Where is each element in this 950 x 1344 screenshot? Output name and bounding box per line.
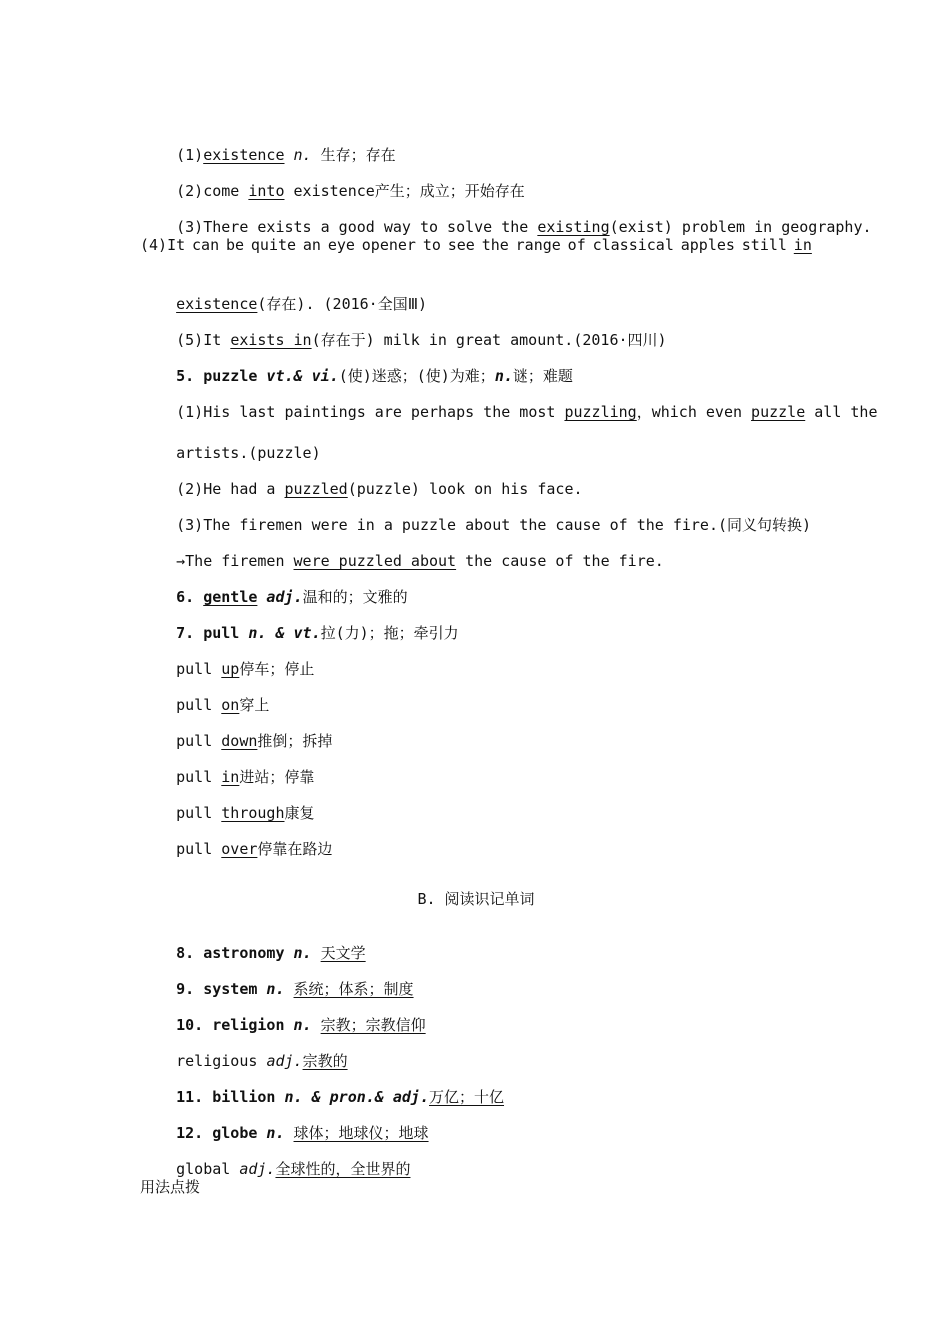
answer-blank: existence: [203, 146, 285, 164]
answer-blank: in: [221, 768, 240, 786]
text-line: global adj.全球性的，全世界的: [176, 1160, 411, 1178]
answer-blank: on: [221, 696, 240, 714]
answer-blank: puzzled: [284, 480, 348, 498]
entry-heading: 7. pull n. & vt.拉(力)；拖；牵引力: [176, 624, 459, 642]
answer-blank: existing: [537, 218, 610, 236]
entry-heading: 12. globe n. 球体；地球仪；地球: [176, 1124, 429, 1142]
headword: gentle: [203, 588, 258, 606]
word: classical: [592, 236, 674, 254]
text-line: (1)existence n. 生存；存在: [176, 146, 396, 164]
headword: puzzle: [203, 367, 258, 385]
answer-blank: puzzling: [564, 403, 637, 421]
entry-heading: 10. religion n. 宗教；宗教信仰: [176, 1016, 426, 1034]
phrase-line: pull up停车；停止: [176, 660, 315, 678]
text-line: (3)The firemen were in a puzzle about the cause of the fire.(同义句转换): [176, 516, 812, 534]
headword: religion: [212, 1016, 285, 1034]
text-line: existence(存在). (2016·全国Ⅲ): [176, 295, 428, 313]
answer-blank: were puzzled about: [293, 552, 457, 570]
word: an: [302, 236, 321, 254]
answer-blank: existence: [176, 295, 258, 313]
answer-blank: 宗教的: [302, 1052, 348, 1070]
word: eye: [327, 236, 355, 254]
answer-blank: 宗教；宗教信仰: [320, 1016, 426, 1034]
word: apples: [680, 236, 735, 254]
entry-heading: 6. gentle adj.温和的；文雅的: [176, 588, 408, 606]
text-line: (3)There exists a good way to solve the existing(exist) problem in geography.: [176, 218, 872, 236]
answer-blank: 全球性的，全世界的: [275, 1160, 411, 1178]
phrase-line: pull in进站；停靠: [176, 768, 315, 786]
headword: globe: [212, 1124, 258, 1142]
word: be: [225, 236, 245, 254]
word: see: [447, 236, 475, 254]
text-line: (2)come into existence产生；成立；开始存在: [176, 182, 525, 200]
entry-heading: 9. system n. 系统；体系；制度: [176, 980, 414, 998]
answer-blank: up: [221, 660, 240, 678]
text-line: →The firemen were puzzled about the cause of the fire.: [176, 552, 664, 570]
entry-heading: 5. puzzle vt.& vi.(使)迷惑；(使)为难；n.谜；难题: [176, 367, 573, 385]
word: to: [422, 236, 441, 254]
word: the: [481, 236, 509, 254]
answer-blank: 万亿；十亿: [429, 1088, 505, 1106]
answer-blank: down: [221, 732, 258, 750]
headword: billion: [212, 1088, 276, 1106]
word: (4)It: [140, 236, 186, 254]
answer-blank: puzzle: [751, 403, 806, 421]
word: still: [741, 236, 787, 254]
usage-note-heading: 用法点拨: [140, 1178, 201, 1196]
text-line: (1)His last paintings are perhaps the most puzzling，which even puzzle all the: [176, 403, 878, 421]
word: opener: [361, 236, 416, 254]
text-line: religious adj.宗教的: [176, 1052, 348, 1070]
answer-blank: through: [221, 804, 285, 822]
phrase-line: pull down推倒；拆掉: [176, 732, 333, 750]
text-line: (5)It exists in(存在于) milk in great amount.(2016·四川): [176, 331, 667, 349]
phrase-line: pull over停靠在路边: [176, 840, 333, 858]
entry-heading: 11. billion n. & pron.& adj.万亿；十亿: [176, 1088, 505, 1106]
word: of: [567, 236, 586, 254]
answer-blank: over: [221, 840, 258, 858]
text-line: (2)He had a puzzled(puzzle) look on his face.: [176, 480, 583, 498]
answer-blank: 系统；体系；制度: [293, 980, 414, 998]
answer-blank: in: [793, 236, 812, 254]
answer-blank: into: [248, 182, 285, 200]
answer-blank: 天文学: [320, 944, 366, 962]
word: can: [192, 236, 220, 254]
headword: system: [203, 980, 258, 998]
text-line: artists.(puzzle): [176, 444, 321, 462]
headword: pull: [203, 624, 240, 642]
entry-heading: 8. astronomy n. 天文学: [176, 944, 366, 962]
text-line-justified: [140, 236, 812, 254]
answer-blank: exists in: [230, 331, 312, 349]
word: range: [515, 236, 561, 254]
phrase-line: pull on穿上: [176, 696, 270, 714]
phrase-line: pull through康复: [176, 804, 315, 822]
headword: astronomy: [203, 944, 285, 962]
section-heading: B. 阅读识记单词: [417, 890, 535, 908]
word: quite: [250, 236, 297, 254]
answer-blank: 球体；地球仪；地球: [293, 1124, 429, 1142]
